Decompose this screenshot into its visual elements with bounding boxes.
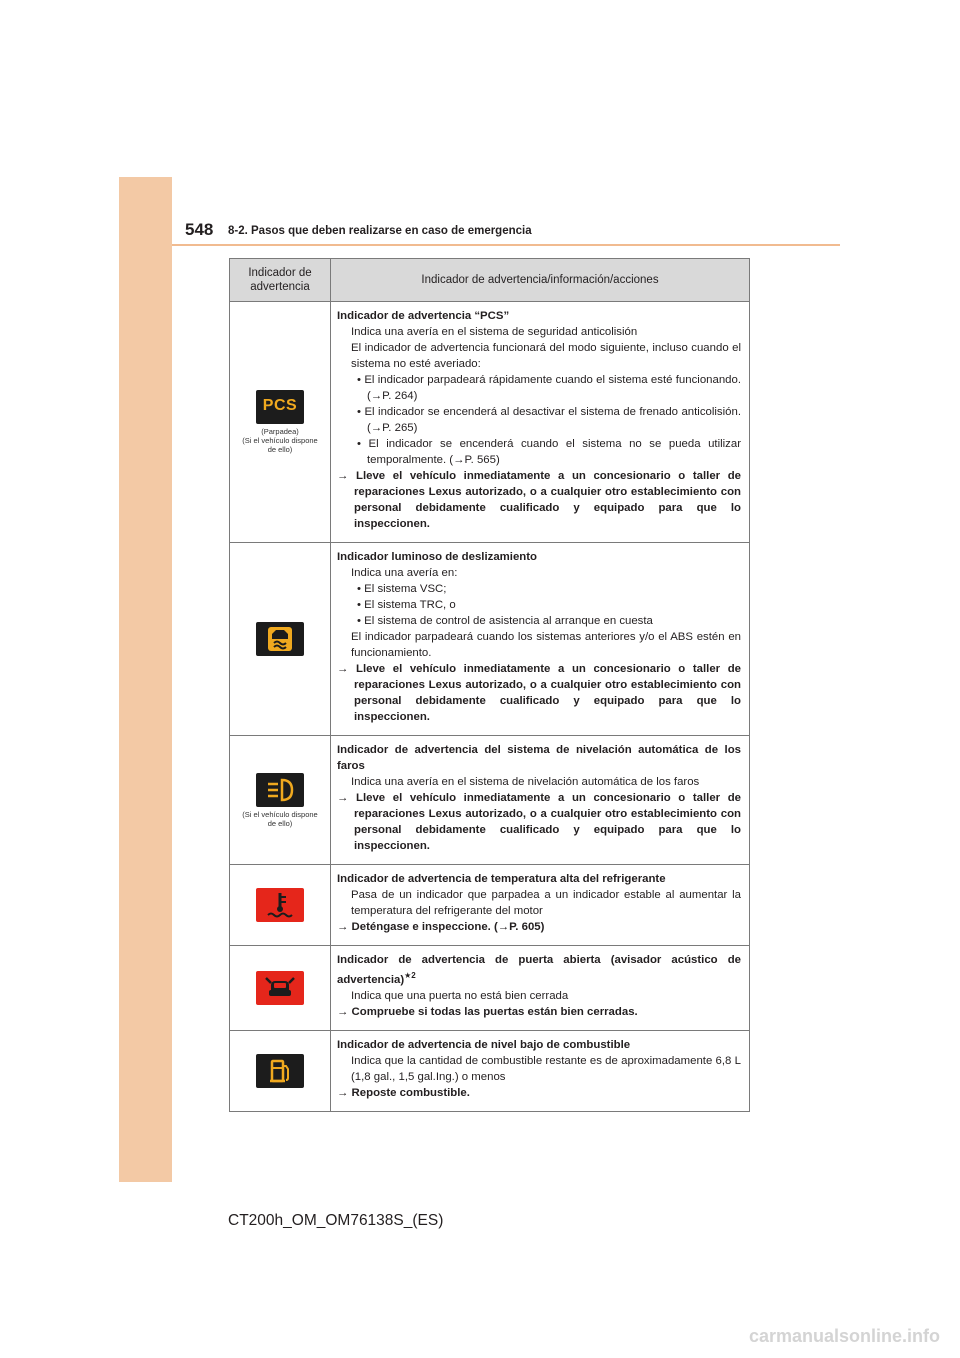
info-cell: [331, 543, 750, 736]
row-action: → Lleve el vehículo inmediatamente a un concesionario o taller de reparaciones Lexus autorizado, o a cualquier otro establecimiento con personal debidamente cualificado y equipado para que lo inspeccionen.: [337, 792, 741, 852]
icon-cell: [230, 543, 331, 736]
section-title: 8-2. Pasos que deben realizarse en caso de emergencia: [228, 225, 532, 237]
table-row: [230, 946, 750, 1031]
row-line: Indica una avería en:: [351, 567, 458, 579]
row-line: Indica que la cantidad de combustible restante es de aproximadamente 6,8 L (1,8 gal., 1,5 gal.Ing.) o menos: [351, 1054, 741, 1083]
icon-note: (Parpadea) (Si el vehículo dispone de ello): [242, 427, 318, 454]
watermark: carmanualsonline.info: [748, 1326, 940, 1346]
icon-cell: [230, 302, 331, 543]
icon-cell: [230, 946, 331, 1031]
row-action: → Lleve el vehículo inmediatamente a un concesionario o taller de reparaciones Lexus autorizado, o a cualquier otro establecimiento con personal debidamente cualificado y equipado para que lo inspeccionen.: [337, 663, 741, 723]
icon-note: (Si el vehículo dispone de ello): [242, 809, 318, 828]
row-line: Indica una avería en el sistema de nivelación automática de los faros: [351, 776, 700, 788]
info-cell: [331, 302, 750, 543]
row-action: → Compruebe si todas las puertas están bien cerradas.: [337, 1005, 638, 1018]
list-item: • El indicador se encenderá cuando el sistema no se pueda utilizar temporalmente. (→P. 565): [357, 438, 742, 466]
slip-indicator-icon: [256, 622, 304, 656]
icon-cell: [230, 1030, 331, 1111]
info-cell: [331, 1030, 750, 1111]
row-line: Indica una avería en el sistema de seguridad anticolisión: [351, 326, 638, 338]
row-line: El indicador parpadeará cuando los sistemas anteriores y/o el ABS estén en funcionamiento.: [351, 631, 741, 659]
headlight-leveling-icon: [256, 773, 304, 807]
header-rule: [172, 244, 840, 246]
table-header-row: [230, 259, 750, 302]
door-open-icon: [256, 971, 304, 1005]
info-cell: [331, 736, 750, 865]
row-title: Indicador de advertencia de nivel bajo de combustible: [337, 1038, 631, 1051]
row-title: Indicador de advertencia del sistema de nivelación automática de los faros: [337, 744, 741, 772]
row-line: El indicador de advertencia funcionará del modo siguiente, incluso cuando el sistema no esté averiado:: [351, 342, 741, 370]
table-row: [230, 302, 750, 543]
table-row: [230, 543, 750, 736]
list-item: • El indicador se encenderá al desactivar el sistema de frenado anticolisión. (→P. 265): [357, 406, 741, 434]
col-header-indicator: Indicador de advertencia: [230, 259, 331, 302]
icon-cell: [230, 865, 331, 946]
list-item: • El sistema VSC;: [357, 583, 447, 595]
row-title: Indicador de advertencia de temperatura alta del refrigerante: [337, 873, 666, 885]
icon-cell: [230, 736, 331, 865]
row-action: → Lleve el vehículo inmediatamente a un concesionario o taller de reparaciones Lexus autorizado, o a cualquier otro establecimiento con personal debidamente cualificado y equipado para que lo inspeccionen.: [337, 470, 741, 530]
row-line: Pasa de un indicador que parpadea a un indicador estable al aumentar la temperatura del refrigerante del motor: [351, 889, 741, 917]
low-fuel-icon: [256, 1054, 304, 1088]
row-line: Indica que una puerta no está bien cerrada: [351, 989, 569, 1002]
info-cell: [331, 865, 750, 946]
page-number: 548: [185, 220, 214, 239]
info-cell: [331, 946, 750, 1031]
chapter-sidebar-tab: [119, 177, 172, 1182]
table-row: [230, 736, 750, 865]
table-row: [230, 1030, 750, 1111]
row-title: Indicador de advertencia “PCS”: [337, 310, 510, 322]
table-row: [230, 865, 750, 946]
list-item: • El sistema TRC, o: [357, 599, 456, 611]
list-item: • El indicador parpadeará rápidamente cuando el sistema esté funcionando. (→P. 264): [357, 374, 741, 402]
row-action: → Deténgase e inspeccione. (→P. 605): [337, 921, 545, 933]
coolant-temperature-icon: [256, 888, 304, 922]
list-item: • El sistema de control de asistencia al arranque en cuesta: [357, 615, 653, 627]
footnote-marker: ★2: [404, 971, 416, 980]
pcs-warning-icon: PCS: [256, 390, 304, 424]
page-header: [185, 216, 840, 246]
warning-indicator-table: [229, 258, 750, 1112]
row-title: Indicador luminoso de deslizamiento: [337, 551, 537, 563]
row-title: Indicador de advertencia de puerta abierta (avisador acústico de advertencia)$^{★2}$: [337, 954, 741, 986]
col-header-info: Indicador de advertencia/información/acciones: [331, 259, 750, 302]
document-code: CT200h_OM_OM76138S_(ES): [228, 1212, 444, 1229]
row-action: → Reposte combustible.: [337, 1086, 470, 1099]
